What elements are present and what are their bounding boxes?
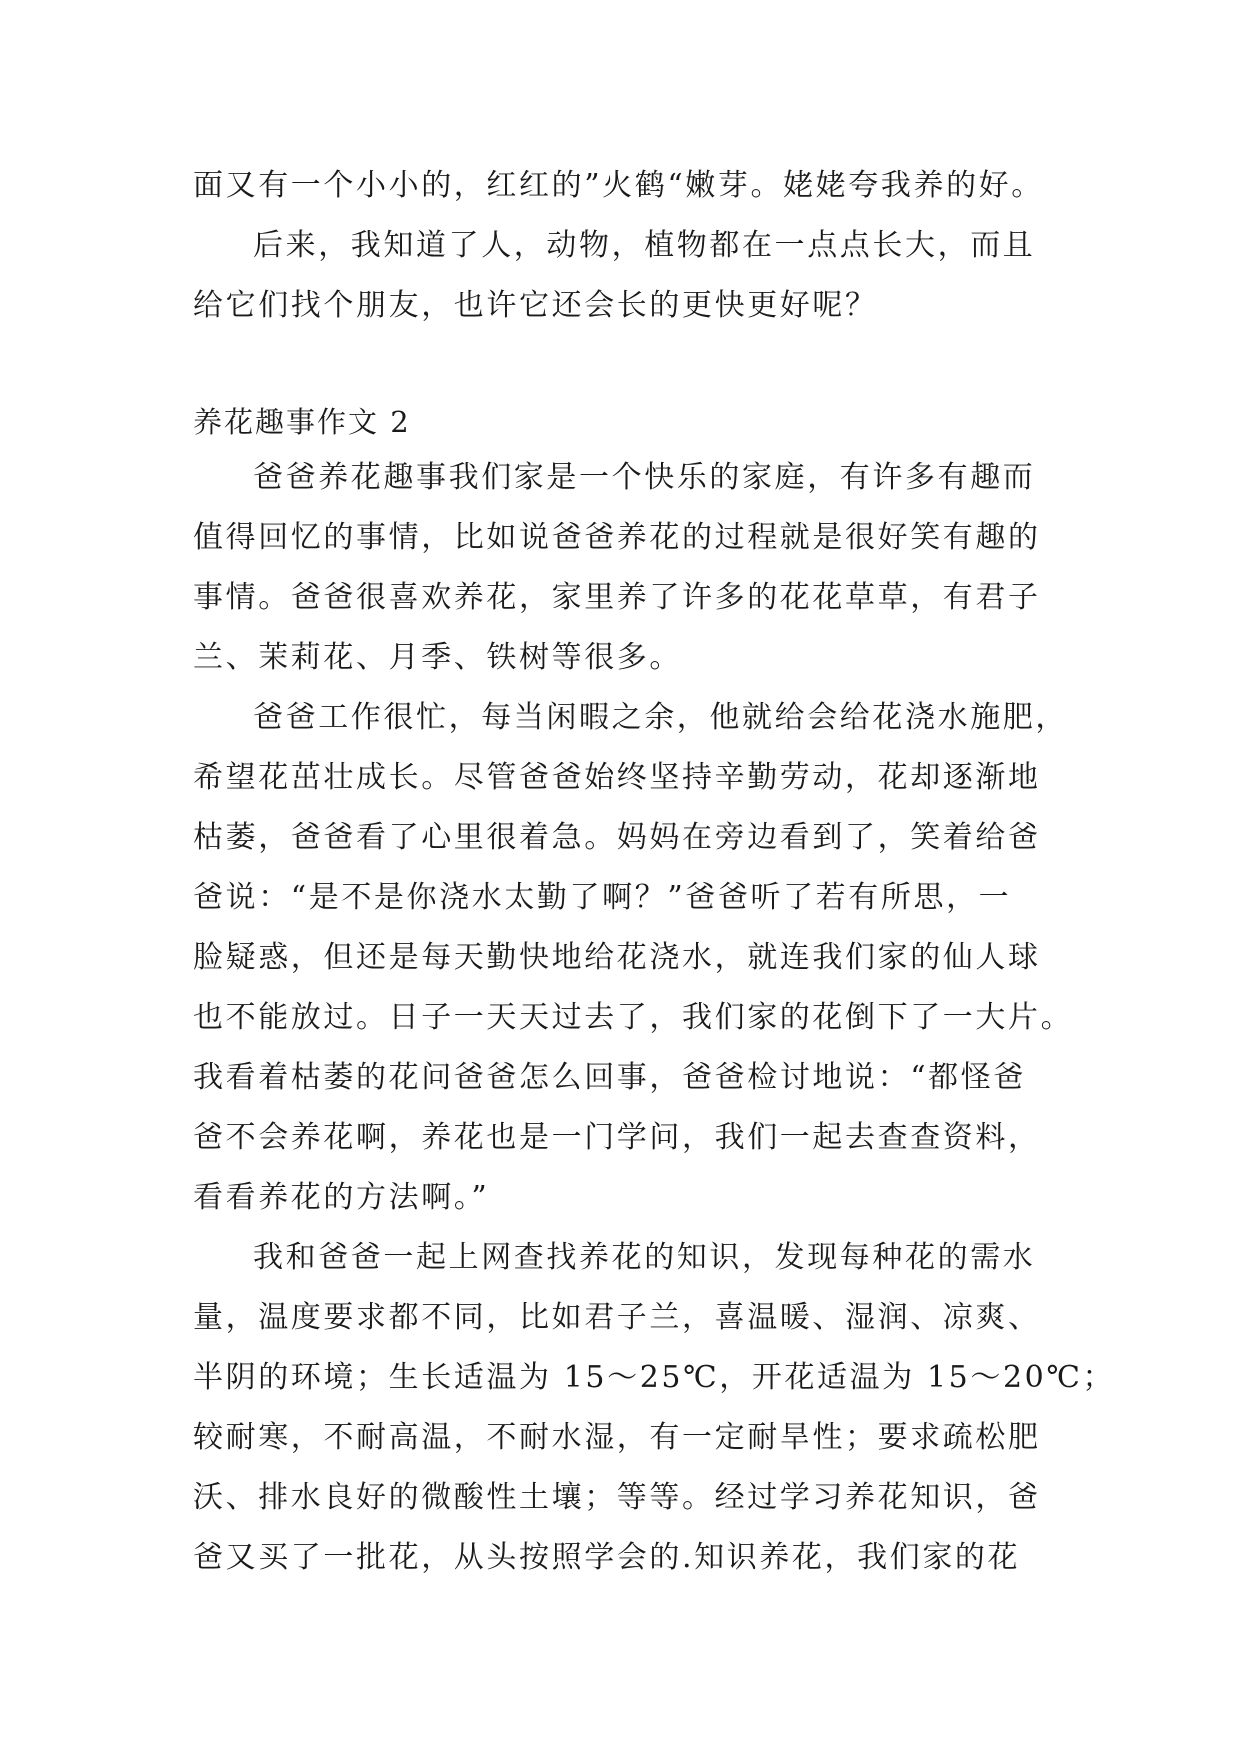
- text-line: 量，温度要求都不同，比如君子兰，喜温暖、湿润、凉爽、: [193, 1300, 1041, 1335]
- text-line: 也不能放过。日子一天天过去了，我们家的花倒下了一大片。: [193, 1000, 1074, 1035]
- text-line: 希望花茁壮成长。尽管爸爸始终坚持辛勤劳动，花却逐渐地: [193, 760, 1041, 795]
- text-line: 较耐寒，不耐高温，不耐水湿，有一定耐旱性；要求疏松肥: [193, 1420, 1041, 1455]
- text-line: 面又有一个小小的，红红的”火鹤“嫩芽。姥姥夸我养的好。: [193, 168, 1044, 203]
- section-title: 养花趣事作文 2: [193, 405, 411, 439]
- text-line: 爸不会养花啊，养花也是一门学问，我们一起去查查资料，: [193, 1120, 1041, 1155]
- text-line: 后来，我知道了人，动物，植物都在一点点长大，而且: [253, 228, 1036, 263]
- text-line: 枯萎，爸爸看了心里很着急。妈妈在旁边看到了，笑着给爸: [193, 820, 1041, 855]
- text-line: 半阴的环境；生长适温为 15～25℃，开花适温为 15～20℃；: [193, 1360, 1116, 1395]
- text-line: 沃、排水良好的微酸性土壤；等等。经过学习养花知识，爸: [193, 1480, 1041, 1515]
- text-line: 我和爸爸一起上网查找养花的知识，发现每种花的需水: [253, 1240, 1036, 1275]
- text-line: 爸说：“是不是你浇水太勤了啊？”爸爸听了若有所思，一: [193, 880, 1012, 915]
- text-line: 脸疑惑，但还是每天勤快地给花浇水，就连我们家的仙人球: [193, 940, 1041, 975]
- text-line: 看看养花的方法啊。”: [193, 1180, 490, 1215]
- text-line: 值得回忆的事情，比如说爸爸养花的过程就是很好笑有趣的: [193, 520, 1041, 555]
- text-line: 给它们找个朋友，也许它还会长的更快更好呢？: [193, 288, 878, 323]
- text-line: 爸爸工作很忙，每当闲暇之余，他就给会给花浇水施肥，: [253, 700, 1068, 735]
- text-line: 爸又买了一批花，从头按照学会的.知识养花，我们家的花: [193, 1540, 1021, 1575]
- text-line: 爸爸养花趣事我们家是一个快乐的家庭，有许多有趣而: [253, 460, 1036, 495]
- text-line: 事情。爸爸很喜欢养花，家里养了许多的花花草草，有君子: [193, 580, 1041, 615]
- text-line: 兰、茉莉花、月季、铁树等很多。: [193, 640, 682, 675]
- text-line: 我看着枯萎的花问爸爸怎么回事，爸爸检讨地说：“都怪爸: [193, 1060, 1026, 1095]
